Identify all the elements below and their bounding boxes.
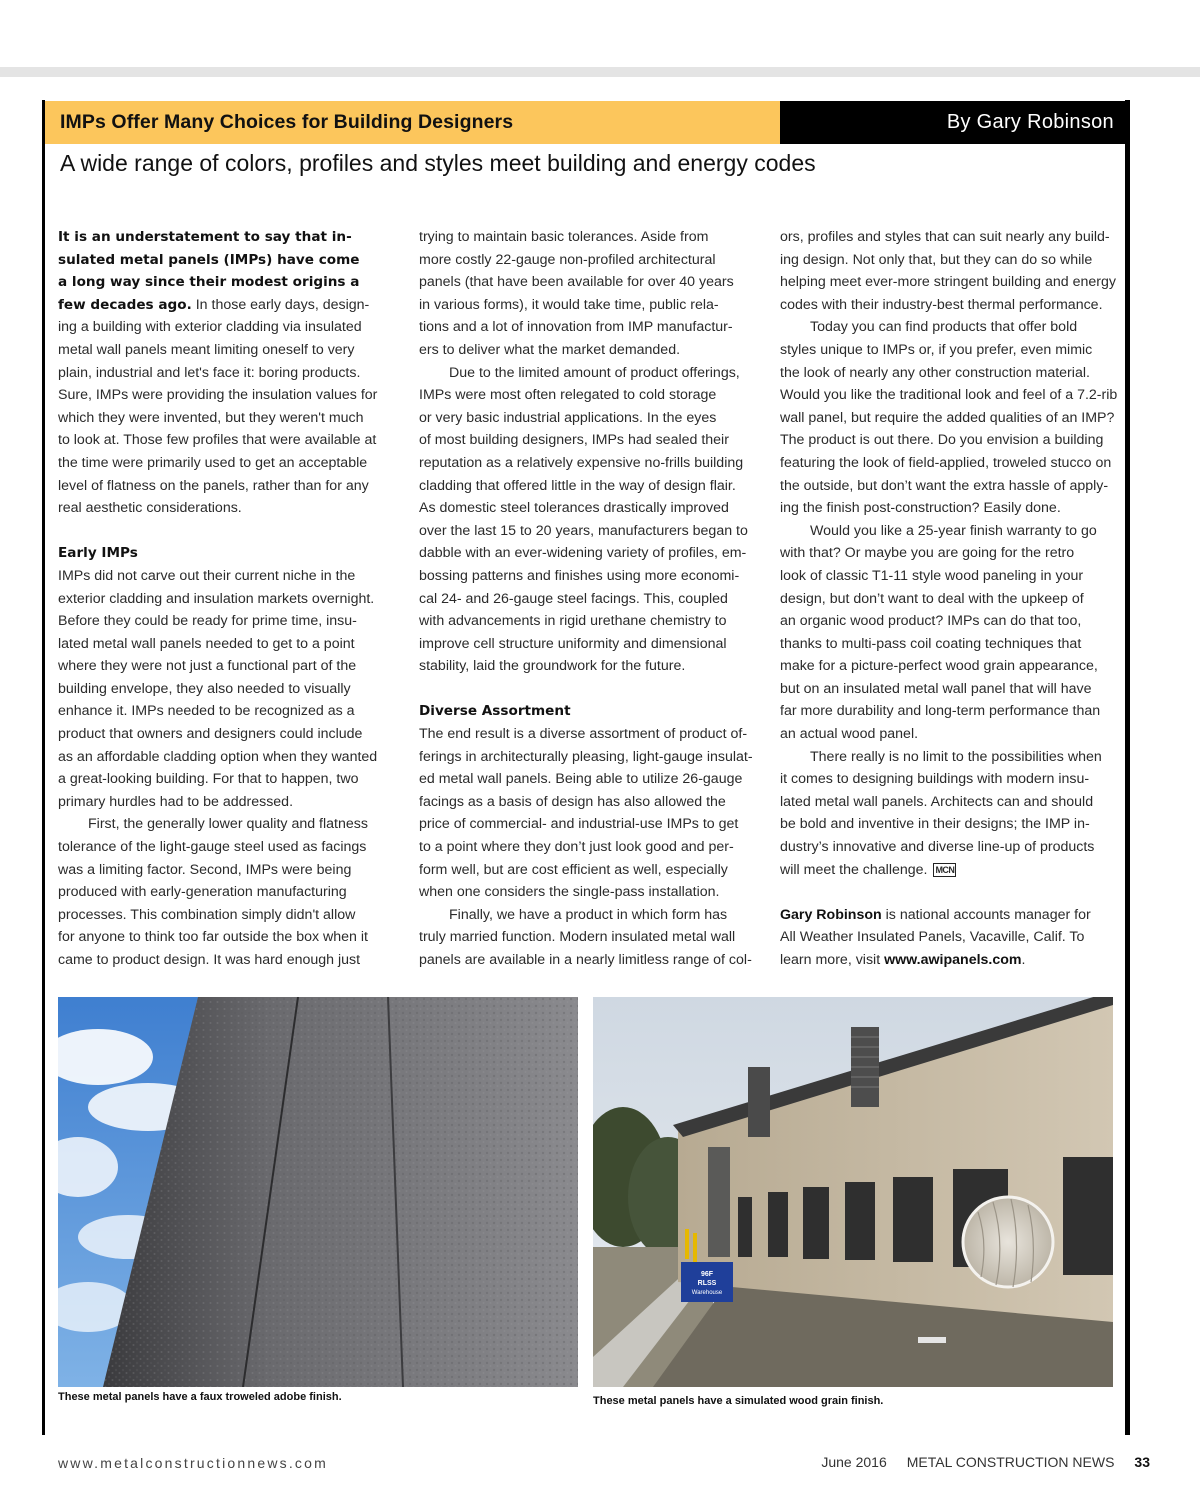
text-line xyxy=(58,294,390,317)
text-line: in various forms), it would take time, public rela- xyxy=(419,296,719,313)
text-line: ed metal wall panels. Being able to utilize 26-gauge xyxy=(419,771,743,788)
text-line: make for a picture-perfect wood grain appearance, xyxy=(780,658,1098,675)
text-line: bossing patterns and finishes using more economi- xyxy=(419,567,740,584)
text-line: the look of nearly any other construction material. xyxy=(780,364,1090,381)
text-line: but on an insulated metal wall panel that will have xyxy=(780,680,1092,697)
paragraph-gap xyxy=(58,520,390,543)
page-number: 33 xyxy=(1134,1454,1150,1470)
text-column-1 xyxy=(58,226,390,972)
text-fragment: will meet the challenge. xyxy=(780,861,928,878)
text-line: was a limiting factor. Second, IMPs were being xyxy=(58,861,352,878)
text-line xyxy=(780,859,1116,882)
text-line: Finally, we have a product in which form has xyxy=(449,906,728,923)
text-line: The product is out there. Do you envision a building xyxy=(780,432,1104,449)
byline-block xyxy=(780,101,1130,144)
text-line: lated metal wall panels needed to get to a point xyxy=(58,635,355,652)
text-line: Sure, IMPs were providing the insulation values for xyxy=(58,387,378,404)
text-line: level of flatness on the panels, rather than for any xyxy=(58,477,369,494)
text-line: of most building designers, IMPs had sealed their xyxy=(419,432,729,449)
text-line: with that? Or maybe you are going for the retro xyxy=(780,545,1075,562)
text-line: ing a building with exterior cladding via insulated xyxy=(58,319,362,336)
text-line: design, but don’t want to deal with the upkeep of xyxy=(780,590,1084,607)
text-line: an actual wood panel. xyxy=(780,726,919,743)
text-line: the outside, but don’t want the extra hassle of apply- xyxy=(780,477,1109,494)
text-line: for anyone to think too far outside the box when it xyxy=(58,929,368,946)
text-line: or very basic industrial applications. In the eyes xyxy=(419,409,717,426)
website-link[interactable]: www.awipanels.com xyxy=(884,952,1022,968)
text-line: Due to the limited amount of product offerings, xyxy=(449,364,740,381)
text-line: to a point where they don’t just look good and per- xyxy=(419,839,734,856)
text-line: as an affordable cladding option when they wanted xyxy=(58,748,378,765)
text-line: enhance it. IMPs needed to be recognized as a xyxy=(58,703,355,720)
text-line: form well, but are cost efficient as well, especially xyxy=(419,861,728,878)
text-line: an organic wood product? IMPs can do that too, xyxy=(780,613,1082,630)
text-line: product that owners and designers could include xyxy=(58,726,363,743)
text-line: dustry’s innovative and diverse line-up of products xyxy=(780,839,1095,856)
text-line: which they were invented, but they weren't much xyxy=(58,409,364,426)
text-line: cal 24- and 26-gauge steel facings. This, coupled xyxy=(419,590,728,607)
text-line: IMPs did not carve out their current niche in the xyxy=(58,567,356,584)
byline: By Gary Robinson xyxy=(946,111,1114,133)
text-line: be bold and inventive in their designs; the IMP in- xyxy=(780,816,1090,833)
text-line: cladding that offered little in the way of design flair. xyxy=(419,477,736,494)
text-line: primary hurdles had to be addressed. xyxy=(58,793,294,810)
text-line: wall panel, but require the added qualities of an IMP? xyxy=(780,409,1115,426)
text-line: Today you can find products that offer bold xyxy=(810,319,1078,336)
end-mark-icon: MCN xyxy=(935,864,955,875)
text-line: thanks to multi-pass coil coating techniques that xyxy=(780,635,1082,652)
sign-line-1: 96F xyxy=(700,1271,714,1278)
text-line: price of commercial- and industrial-use IMPs to get xyxy=(419,816,739,833)
title-bar xyxy=(42,101,1130,144)
text-line: processes. This combination simply didn't allow xyxy=(58,906,356,923)
text-line: real aesthetic considerations. xyxy=(58,500,242,517)
text-line: featuring the look of field-applied, troweled stucco on xyxy=(780,454,1112,471)
text-line: improve cell structure uniformity and dimensional xyxy=(419,635,727,652)
text-line: over the last 15 to 20 years, manufacturers began to xyxy=(419,522,748,539)
text-line: tolerance of the light-gauge steel used as facings xyxy=(58,839,367,856)
text-line: exterior cladding and insulation markets overnight. xyxy=(58,590,375,607)
article-subtitle: A wide range of colors, profiles and styles meet building and energy codes xyxy=(60,150,816,176)
paragraph-gap xyxy=(780,881,1116,904)
photo-adobe-finish-image xyxy=(58,997,578,1387)
text-line: panels are available in a nearly limitless range of col- xyxy=(419,952,752,968)
text-line: when one considers the single-pass installation. xyxy=(419,884,720,901)
title-block xyxy=(42,101,780,144)
photo-caption-left: These metal panels have a faux troweled adobe finish. xyxy=(58,1391,342,1403)
text-fragment: is national accounts manager for xyxy=(881,906,1091,923)
text-line: reputation as a relatively expensive no-frills building xyxy=(419,454,744,471)
author-bio-line xyxy=(780,949,1116,972)
lead-line: It is an understatement to say that in- xyxy=(58,229,352,245)
text-line: codes with their industry-best thermal performance. xyxy=(780,296,1103,313)
photo-wood-grain-building xyxy=(593,997,1113,1387)
text-line: ing the finish post-construction? Easily done. xyxy=(780,500,1061,517)
text-column-3 xyxy=(780,226,1116,972)
text-line: to look at. Those few profiles that were available at xyxy=(58,432,377,449)
text-line: produced with early-generation manufacturing xyxy=(58,884,347,901)
text-line: Would you like the traditional look and feel of a 7.2-rib xyxy=(780,387,1118,404)
text-line: ing design. Not only that, but they can do so while xyxy=(780,251,1093,268)
text-line: styles unique to IMPs or, if you prefer, even mimic xyxy=(780,341,1093,358)
text-line: far more durability and long-term performance than xyxy=(780,703,1101,720)
text-line: helping meet ever-more stringent building and energy xyxy=(780,274,1116,291)
author-bio-line: All Weather Insulated Panels, Vacaville, Calif. To xyxy=(780,929,1085,946)
text-line: Before they could be ready for prime time, insu- xyxy=(58,613,357,630)
text-line: came to product design. It was hard enough just xyxy=(58,952,361,968)
text-line: stability, laid the groundwork for the future. xyxy=(419,658,686,675)
text-line: more costly 22-gauge non-profiled architectural xyxy=(419,251,716,268)
author-name: Gary Robinson xyxy=(780,906,882,923)
article-title: IMPs Offer Many Choices for Building Designers xyxy=(60,111,514,133)
lead-line: a long way since their modest origins a xyxy=(58,274,360,291)
text-line: truly married function. Modern insulated metal wall xyxy=(419,929,736,946)
text-line: ors, profiles and styles that can suit nearly any build- xyxy=(780,229,1110,245)
text-line: look of classic T1-11 style wood paneling in your xyxy=(780,567,1084,584)
text-line: IMPs were most often relegated to cold storage xyxy=(419,387,717,404)
text-line: trying to maintain basic tolerances. Aside from xyxy=(419,229,709,245)
text-line: Would you like a 25-year finish warranty to go xyxy=(810,522,1097,539)
section-heading: Diverse Assortment xyxy=(419,703,571,720)
top-band xyxy=(0,67,1200,77)
photo-adobe-finish xyxy=(58,997,578,1387)
text-line: where they were not just a functional part of the xyxy=(58,658,357,675)
sign-line-3: Warehouse xyxy=(691,1290,723,1296)
text-line: tions and a lot of innovation from IMP manufactur- xyxy=(419,319,733,336)
lead-line: sulated metal panels (IMPs) have come xyxy=(58,251,360,268)
footer-info xyxy=(821,1454,1150,1470)
issue-date: June 2016 xyxy=(821,1454,887,1470)
text-line: The end result is a diverse assortment of product of- xyxy=(419,726,748,743)
text-fragment: . xyxy=(1021,952,1026,968)
text-line: facings as a basis of design has also allowed the xyxy=(419,793,726,810)
text-line: panels (that have been available for over 40 years xyxy=(419,274,734,291)
text-line: dabble with an ever-widening variety of profiles, em- xyxy=(419,545,747,562)
text-line: ers to deliver what the market demanded. xyxy=(419,341,681,358)
section-heading: Early IMPs xyxy=(58,545,138,562)
publication-name: METAL CONSTRUCTION NEWS xyxy=(906,1454,1115,1470)
lead-line: few decades ago. xyxy=(58,296,192,313)
text-line: metal wall panels meant limiting oneself to very xyxy=(58,341,355,358)
paragraph-gap xyxy=(419,678,755,701)
author-bio-line xyxy=(780,904,1116,927)
sign-line-2: RLSS xyxy=(697,1280,717,1287)
text-line: plain, industrial and let's face it: boring products. xyxy=(58,364,361,381)
footer-url[interactable]: www.metalconstructionnews.com xyxy=(58,1455,328,1471)
photo-wood-grain-image xyxy=(593,997,1113,1387)
text-line: First, the generally lower quality and flatness xyxy=(88,816,368,833)
text-fragment: In those early days, design- xyxy=(191,296,370,313)
text-line: it comes to designing buildings with modern insu- xyxy=(780,771,1090,788)
text-line: a great-looking building. For that to happen, two xyxy=(58,771,359,788)
photo-caption-right: These metal panels have a simulated wood grain finish. xyxy=(593,1395,884,1407)
text-line: building envelope, they also needed to visually xyxy=(58,680,351,697)
text-line: lated metal wall panels. Architects can and should xyxy=(780,793,1094,810)
text-line: ferings in architecturally pleasing, light-gauge insulat- xyxy=(419,748,753,765)
text-fragment: learn more, visit xyxy=(780,952,885,968)
text-line: There really is no limit to the possibilities when xyxy=(810,748,1102,765)
text-column-2 xyxy=(419,226,755,972)
text-line: with advancements in rigid urethane chemistry to xyxy=(419,613,727,630)
text-line: As domestic steel tolerances drastically improved xyxy=(419,500,729,517)
text-line: the time were primarily used to get an acceptable xyxy=(58,454,368,471)
